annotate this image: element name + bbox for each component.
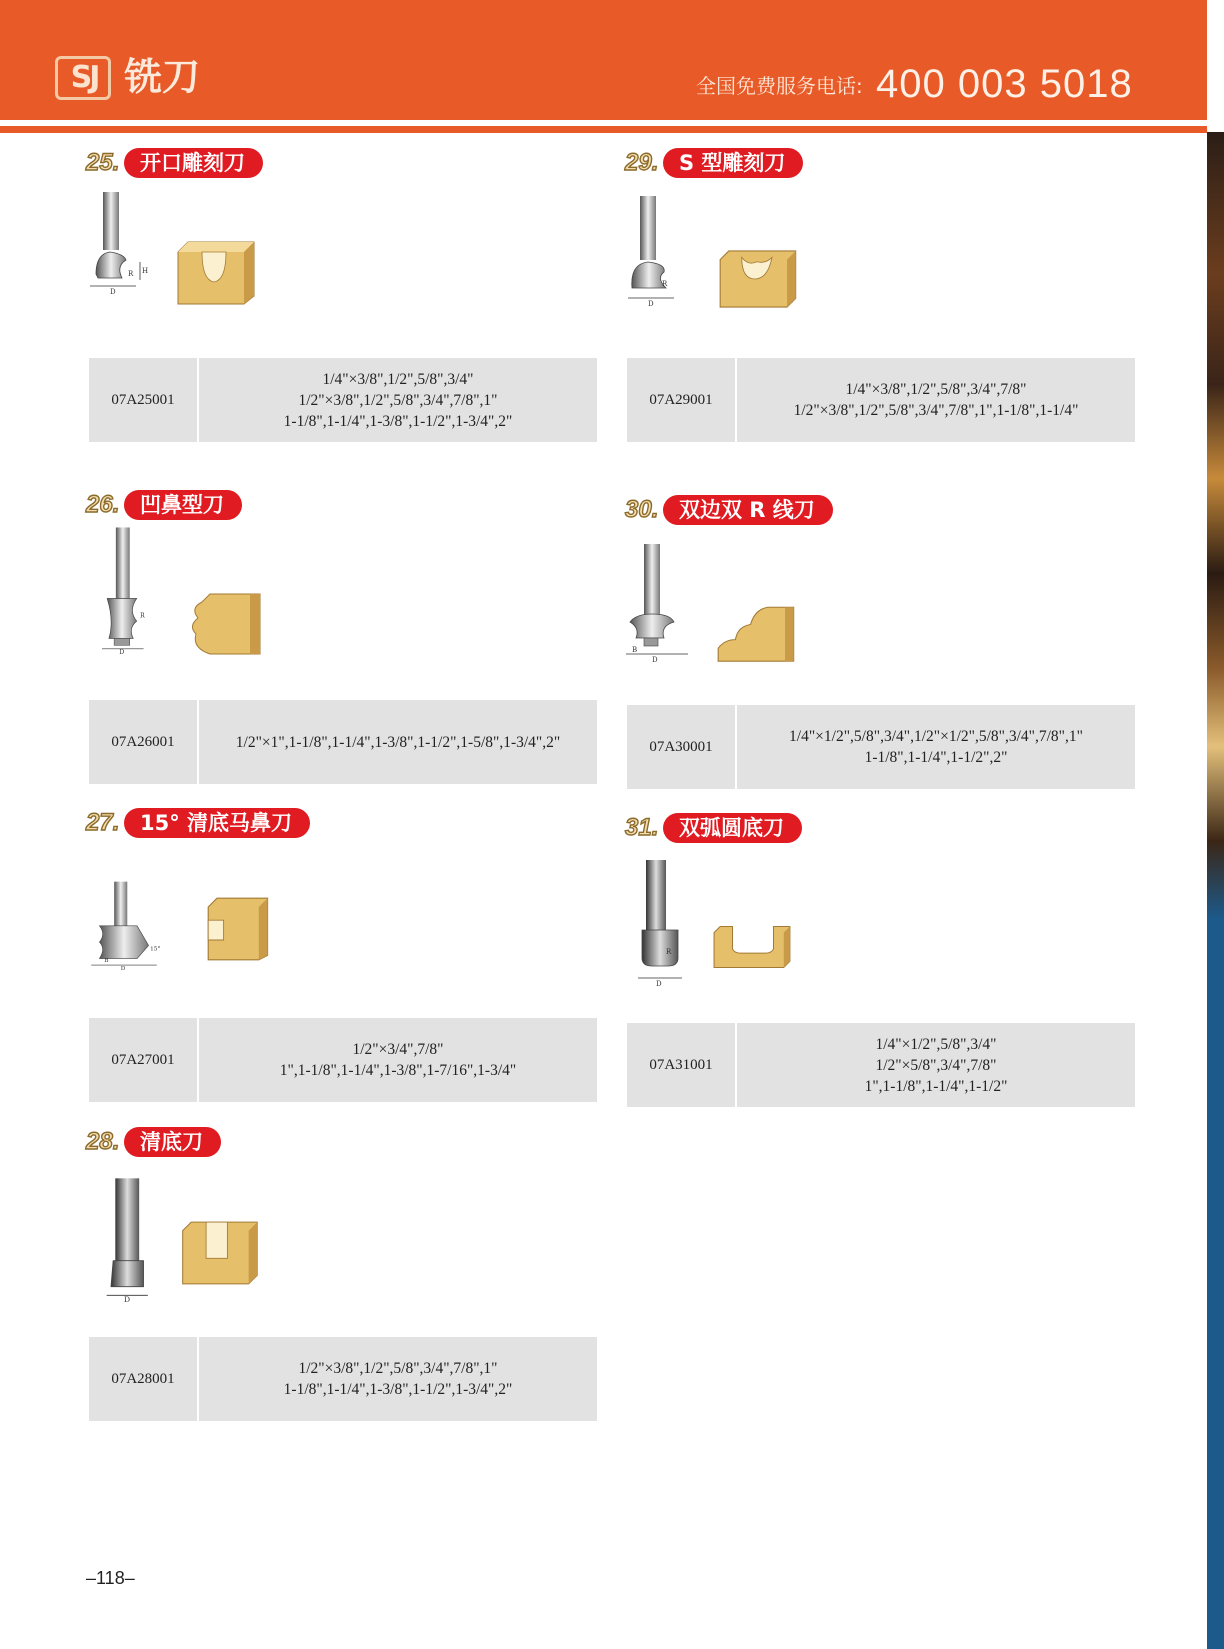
size-list — [199, 1337, 597, 1421]
diameter-label: D — [110, 288, 116, 296]
section-name: 开口雕刻刀 — [124, 148, 263, 178]
size-line: 1/4"×3/8",1/2",5/8",3/4",7/8" — [845, 381, 1027, 398]
spec-table — [627, 705, 1135, 789]
spec-table — [89, 700, 597, 784]
diameter-label: D — [119, 649, 125, 654]
size-line: 1/4"×1/2",5/8",3/4" — [875, 1035, 997, 1053]
size-list — [199, 1018, 597, 1102]
product-code: 07A30001 — [627, 705, 737, 789]
size-line: 1-1/8",1-1/4",1-1/2",2" — [864, 749, 1008, 766]
wood-profile-image — [198, 896, 280, 962]
section-number: 29. — [625, 149, 659, 176]
side-photo — [1207, 132, 1224, 920]
wood-profile-image — [180, 1220, 262, 1286]
wood-profile-image — [712, 914, 794, 980]
size-line: 1/2"×3/8",1/2",5/8",3/4",7/8",1" — [298, 391, 498, 409]
section-number: 25. — [86, 149, 120, 176]
section-number: 28. — [86, 1128, 120, 1155]
brand-title: 铣刀 — [124, 55, 201, 99]
section-name: 双边双 R 线刀 — [663, 495, 833, 525]
spec-table — [627, 358, 1135, 442]
diameter-label: D — [124, 1294, 131, 1304]
product-code: 07A29001 — [627, 358, 737, 442]
size-line: 1/2"×3/8",1/2",5/8",3/4",7/8",1",1-1/8",1-1/4" — [793, 402, 1079, 419]
height-label: H — [142, 267, 149, 275]
wood-profile-image — [176, 240, 258, 306]
section-number: 30. — [625, 496, 659, 523]
section-number: 31. — [625, 814, 659, 841]
size-line: 1/4"×1/2",5/8",3/4",1/2"×1/2",5/8",3/4",7/8",1" — [789, 728, 1083, 745]
section-name: 双弧圆底刀 — [663, 813, 802, 843]
spec-table — [89, 1018, 597, 1102]
section-name: 15° 清底马鼻刀 — [124, 808, 310, 838]
section-name: S 型雕刻刀 — [663, 148, 803, 178]
size-line: 1-1/8",1-1/4",1-3/8",1-1/2",1-3/4",2" — [283, 1381, 513, 1398]
size-list — [199, 358, 597, 442]
product-code: 07A26001 — [89, 700, 199, 784]
router-bit-image — [92, 1174, 182, 1304]
product-code: 07A25001 — [89, 358, 199, 442]
radius-label: R — [666, 948, 672, 956]
spec-table — [627, 1023, 1135, 1107]
router-bit-image — [628, 858, 718, 988]
radius-label: R — [662, 280, 668, 288]
section-number: 27. — [86, 809, 120, 836]
product-code: 07A28001 — [89, 1337, 199, 1421]
page-number: –118– — [86, 1568, 135, 1588]
diameter-label: D — [656, 980, 662, 988]
router-bit-image — [626, 192, 716, 322]
router-bit-image — [96, 524, 186, 654]
size-list — [737, 358, 1135, 442]
section-name: 清底刀 — [124, 1127, 221, 1157]
header-divider — [0, 126, 1207, 133]
section-name: 凹鼻型刀 — [124, 490, 242, 520]
wood-profile-image — [718, 246, 800, 312]
wood-profile-image — [716, 598, 798, 664]
section-number: 26. — [86, 491, 120, 518]
size-line: 1/2"×1",1-1/8",1-1/4",1-3/8",1-1/2",1-5/8",1-3/4",2" — [235, 733, 561, 751]
spec-table — [89, 1337, 597, 1421]
router-bit-image — [88, 182, 178, 312]
diameter-label: D — [648, 300, 654, 308]
bearing-label: B — [632, 646, 638, 654]
size-list — [199, 700, 597, 784]
radius-label: R — [128, 270, 134, 278]
radius-label: R — [140, 612, 145, 620]
size-list — [737, 1023, 1135, 1107]
angle-label: 15° — [150, 946, 161, 953]
size-list — [737, 705, 1135, 789]
product-code: 07A31001 — [627, 1023, 737, 1107]
hotline-label: 全国免费服务电话: — [696, 74, 863, 98]
spec-table — [89, 358, 597, 442]
wood-profile-image — [186, 590, 268, 656]
size-line: 1/2"×5/8",3/4",7/8" — [875, 1056, 997, 1074]
diameter-label: D — [120, 966, 126, 972]
router-bit-image — [88, 860, 178, 990]
brand-logo-mark: SJ — [70, 60, 98, 95]
size-line: 1/2"×3/4",7/8" — [352, 1041, 444, 1058]
size-line: 1",1-1/8",1-1/4",1-1/2" — [864, 1077, 1008, 1095]
diameter-label: D — [652, 656, 658, 664]
hotline-number: 400 003 5018 — [876, 62, 1133, 106]
size-line: 1/4"×3/8",1/2",5/8",3/4" — [322, 370, 474, 388]
size-line: 1",1-1/8",1-1/4",1-3/8",1-7/16",1-3/4" — [279, 1062, 517, 1079]
size-line: 1-1/8",1-1/4",1-3/8",1-1/2",1-3/4",2" — [283, 412, 513, 430]
router-bit-image — [626, 540, 716, 670]
bearing-label: B — [104, 957, 109, 964]
size-line: 1/2"×3/8",1/2",5/8",3/4",7/8",1" — [298, 1360, 498, 1377]
product-code: 07A27001 — [89, 1018, 199, 1102]
